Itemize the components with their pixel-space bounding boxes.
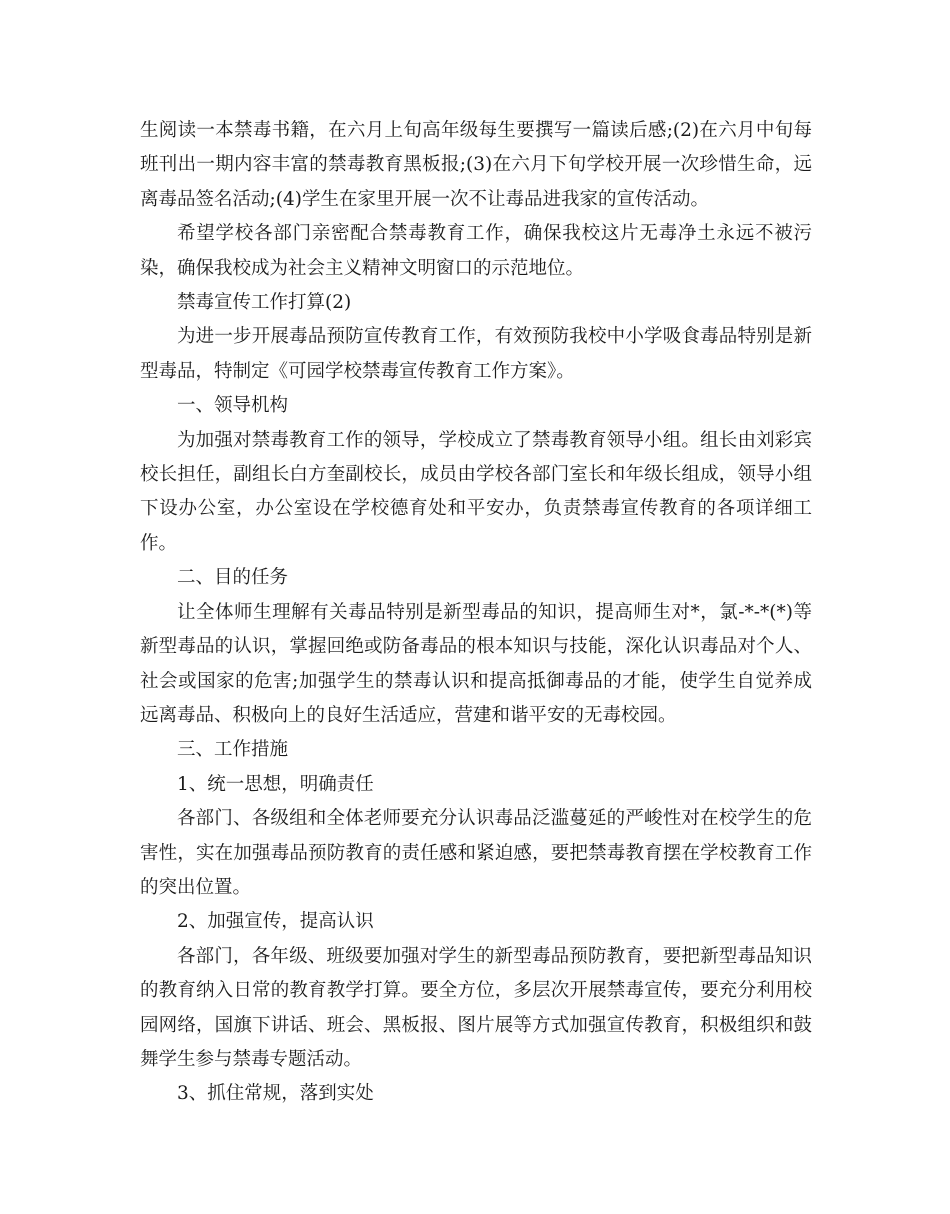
section-title: 禁毒宣传工作打算(2): [177, 292, 352, 314]
heading-measures: 三、工作措施: [177, 739, 289, 761]
paragraph-leadership: 为加强对禁毒教育工作的领导，学校成立了禁毒教育领导小组。组长由刘彩宾校长担任，副组长白方奎副校长，成员由学校各部门室长和年级长组成，领导小组下设办公室，办公室设在学校德育处和平安办，负责禁毒宣传教育的各项详细工作。: [140, 429, 812, 554]
paragraph-hope: 希望学校各部门亲密配合禁毒教育工作，确保我校这片无毒净土永远不被污染，确保我校成为社会主义精神文明窗口的示范地位。: [140, 223, 812, 279]
paragraph-intro: 为进一步开展毒品预防宣传教育工作，有效预防我校中小学吸食毒品特别是新型毒品，特制定《可园学校禁毒宣传教育工作方案》。: [140, 326, 812, 382]
subheading-measure-2: 2、加强宣传，提高认识: [177, 911, 374, 933]
subheading-measure-1: 1、统一思想，明确责任: [177, 773, 374, 795]
subheading-measure-3: 3、抓住常规，落到实处: [177, 1083, 374, 1105]
paragraph-measure-1: 各部门、各级组和全体老师要充分认识毒品泛滥蔓延的严峻性对在校学生的危害性，实在加强毒品预防教育的责任感和紧迫感，要把禁毒教育摆在学校教育工作的突出位置。: [140, 808, 812, 898]
paragraph-goals: 让全体师生理解有关毒品特别是新型毒品的知识，提高师生对*，氯-*-*(*)等新型毒品的认识，掌握回绝或防备毒品的根本知识与技能，深化认识毒品对个人、社会或国家的危害;加强学生的禁毒认识和提高抵御毒品的才能，使学生自觉养成远离毒品、积极向上的良好生活适应，营建和谐平安的无毒校园。: [140, 601, 812, 726]
document-body: [140, 114, 812, 1112]
paragraph-continuation: 生阅读一本禁毒书籍，在六月上旬高年级每生要撰写一篇读后感;(2)在六月中旬每班刊出一期内容丰富的禁毒教育黑板报;(3)在六月下旬学校开展一次珍惜生命，远离毒品签名活动;(4)学生在家里开展一次不让毒品进我家的宣传活动。: [140, 120, 812, 210]
heading-leadership: 一、领导机构: [177, 395, 289, 417]
heading-goals: 二、目的任务: [177, 567, 289, 589]
paragraph-measure-2: 各部门，各年级、班级要加强对学生的新型毒品预防教育，要把新型毒品知识的教育纳入日常的教育教学打算。要全方位，多层次开展禁毒宣传，要充分利用校园网络，国旗下讲话、班会、黑板报、图片展等方式加强宣传教育，积极组织和鼓舞学生参与禁毒专题活动。: [140, 945, 812, 1070]
